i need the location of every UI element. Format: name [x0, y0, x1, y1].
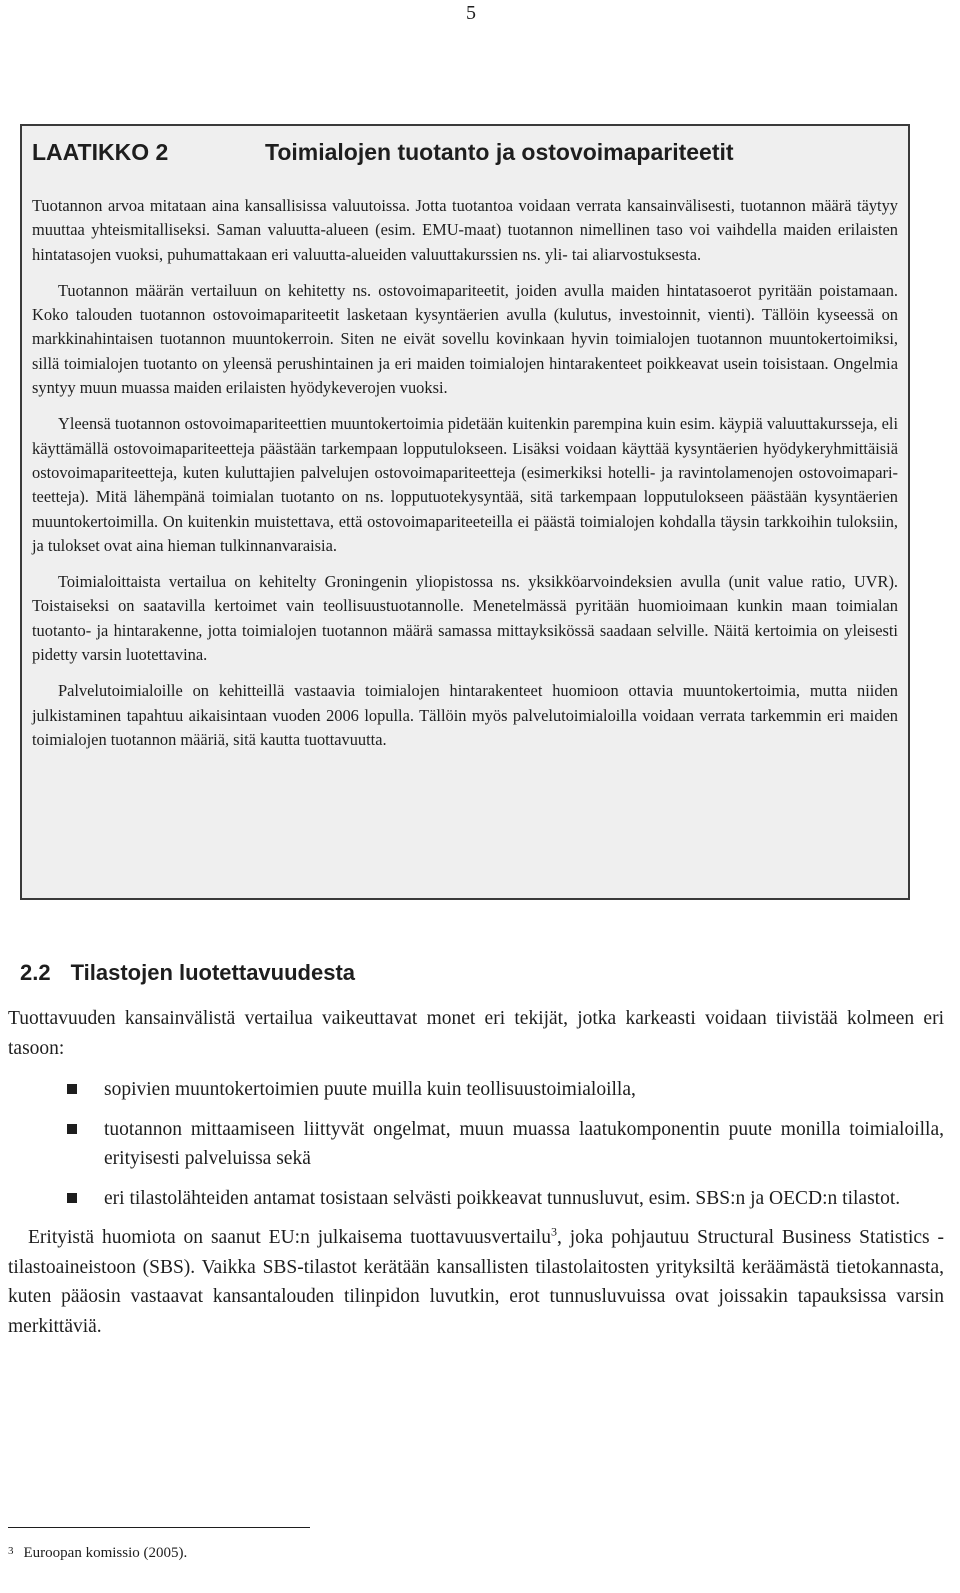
list-item: [8, 1115, 944, 1174]
section-heading: [20, 960, 355, 986]
list-item-text: eri tilastolähteiden antamat tosistaan selvästi poikkeavat tunnusluvut, esim. SBS:n ja OECD:n tilastot.: [104, 1187, 901, 1209]
square-bullet-icon: [67, 1124, 77, 1134]
box-title: Toimialojen tuotanto ja ostovoimapariteetit: [265, 139, 734, 165]
closing-text-start: Erityistä huomiota on saanut EU:n julkaisema tuottavuusvertailu: [28, 1227, 551, 1248]
page-number: 5: [466, 2, 476, 24]
footnote-text: Euroopan komissio (2005).: [23, 1545, 188, 1561]
info-box: [20, 124, 910, 900]
bullet-list: [8, 1075, 944, 1213]
list-item-text: tuotannon mittaamiseen liittyvät ongelmat, muun muassa laatukomponentin puute monilla toimialoilla, erityisesti palveluissa sekä: [104, 1118, 944, 1169]
list-item: [8, 1184, 944, 1214]
list-item-text: sopivien muuntokertoimien puute muilla kuin teollisuustoimialoilla,: [104, 1079, 636, 1100]
closing-text-end: , joka pohjautuu Structural Business Statistics -tilastoaineistoon (SBS). Vaikka SBS-tilastot kerätään kansallisten tilastolaitosten yrityksiltä keräämästä tietokannasta, kuten pääosin vastaavat kansantalouden tilinpidon luvutkin, erot tunnusluvuissa ovat joissakin tapauksissa varsin merkittäviä.: [8, 1227, 945, 1337]
closing-paragraph: [8, 1223, 944, 1341]
intro-paragraph: Tuottavuuden kansainvälistä vertailua vaikeuttavat monet eri tekijät, jotka karkeasti voidaan tiivistää kolmeen eri tasoon:: [8, 1008, 944, 1059]
box-label: LAATIKKO 2: [32, 139, 169, 165]
list-item: [8, 1075, 944, 1105]
main-text: [8, 1004, 944, 1341]
box-header: [32, 139, 898, 166]
box-paragraph: Tuotannon arvoa mitataan aina kansallisissa valuutoissa. Jotta tuotantoa voidaan verrata kansainvälisesti, tuotannon määrä täytyy muuttaa yhteismitalliseksi. Saman valuutta-alueen (esim. EMU-maat) tuotannon nimellinen taso voi vaihdella maiden erilaisten hintatasojen vuoksi, puhumattakaan eri valuutta-alueiden valuuttakurssien ns. yli- tai aliarvostuksesta.: [32, 196, 898, 264]
box-paragraph: Palvelutoimialoille on kehitteillä vastaavia toimialojen hintarakenteet huomioon ottavia muuntokertoimia, mutta niiden julkistaminen tapahtuu aikaisintaan vuoden 2006 lopulla. Tällöin myös palvelutoimialoilla voidaan verrata tarkemmin eri maiden toimialojen tuotannon määriä, sitä kautta tuottavuutta.: [32, 681, 898, 749]
box-paragraph: Toimialoittaista vertailua on kehitelty Groningenin yliopistossa ns. yksikköarvoindeksien avulla (unit value ratio, UVR). Toistaiseksi on saatavilla kertoimet vain teollisuustuotannolle. Menetelmässä pyritään huomioimaan kunkin maan toimialan tuotanto- ja hintarakenne, jotta toimialojen tuotannon määrä samassa mittayksikössä saadaan selville. Näitä kertoimia on yleisesti pidetty varsin luotettavina.: [32, 572, 898, 665]
square-bullet-icon: [67, 1084, 77, 1094]
box-paragraph: Tuotannon määrän vertailuun on kehitetty ns. ostovoimapariteetit, joiden avulla maiden hintatasoerot pyritään poistamaan. Koko talouden tuotannon ostovoimapariteetit lasketaan kysyntäerien avulla (kulutus, investoinnit, vienti). Tällöin kyseessä on markkinahintaisen tuotannon muuntokerroin. Siten ne eivät sovellu kovinkaan hyvin toimialojen tuotannon muuntokertoimiksi, sillä toimialojen tuotanto on yleensä perushintainen ja eri maiden toimialojen hintarakenteet poikkeavat usein toisistaan. Ongelmia syntyy muun muassa maiden erilaisten hyödykeverojen vuoksi.: [32, 280, 898, 398]
footnote: [8, 1545, 187, 1562]
footnote-number: 3: [8, 1545, 14, 1557]
footnote-reference[interactable]: 3: [550, 1224, 557, 1239]
box-paragraph: Yleensä tuotannon ostovoimapariteettien muuntokertoimia pidetään kuitenkin parempina kuin esim. käypiä valuuttakursseja, eli käyttämällä ostovoimapariteetteja päästään tarkempaan lopputulokseen. Lisäksi voidaan käyttää kysyntäerien hyödykeryhmittäisiä ostovoimapariteetteja, kuten kuluttajien palvelujen ostovoimapariteetteja (esimerkiksi hotelli- ja ravintolamenojen ostovoimapariteetteja). Mitä lähempänä toimialan tuotanto on ns. lopputuotekysyntää, sitä tarkempaan lopputulokseen päästään kysyntäerien muuntokertoimilla. On kuitenkin muistettava, että ostovoimapariteeteilla ei päästä toimialojen kohdalla täysin tarkkoihin tuloksiin, ja tulokset ovat aina hieman tulkinnanvaraisia.: [32, 414, 898, 555]
section-title: Tilastojen luotettavuudesta: [70, 960, 356, 985]
footnote-divider: [8, 1527, 310, 1528]
section-number: 2.2: [20, 960, 51, 985]
square-bullet-icon: [67, 1193, 77, 1203]
